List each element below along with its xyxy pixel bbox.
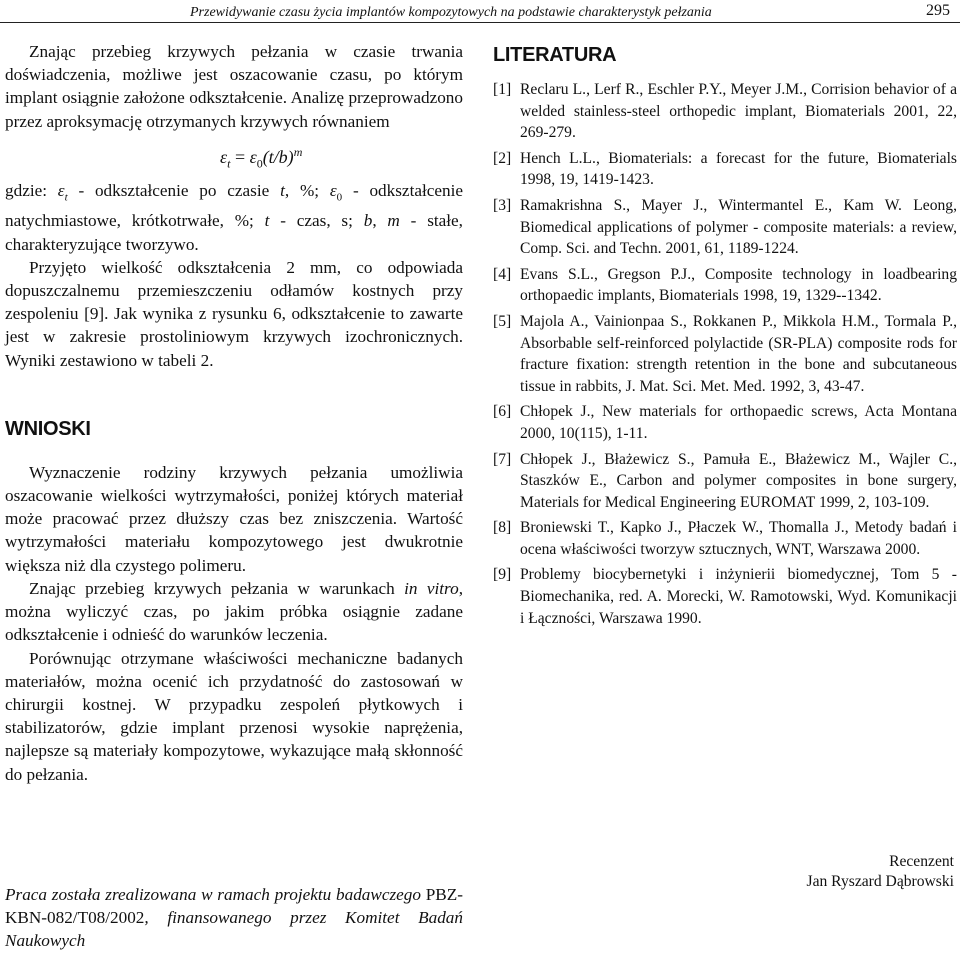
section-heading-literatura: LITERATURA <box>493 44 617 66</box>
reference-text: Majola A., Vainionpaa S., Rokkanen P., Mikkola H.M., Tormala P., Absorbable self-reinforced polylactide (SR-PLA) composite rods for fracture fixation: strength retention in the bone and subcutaneous tissue in rabbits, J. Mat. Sci. Met. Med. 1992, 3, 43-47. <box>520 312 957 395</box>
reviewer-name: Jan Ryszard Dąbrowski <box>806 873 954 890</box>
reference-number: [5] <box>493 312 512 330</box>
funding-note: Praca została zrealizowana w ramach projektu badawczego PBZ-KBN-082/T08/2002, finansowanego przez Komitet Badań Naukowych <box>5 885 463 950</box>
reviewer-label: Recenzent <box>889 853 954 870</box>
reference-item <box>493 195 957 260</box>
reference-item <box>493 79 957 144</box>
reference-item <box>493 264 957 307</box>
reference-item <box>493 564 957 629</box>
reference-text: Reclaru L., Lerf R., Eschler P.Y., Meyer J.M., Corrision behavior of a welded stainless-steel orthopedic implant, Biomaterials 2001, 22, 269-279. <box>520 81 957 142</box>
reference-number: [6] <box>493 403 512 421</box>
reference-item <box>493 449 957 514</box>
reference-text: Broniewski T., Kapko J., Płaczek W., Thomalla J., Metody badań i ocena właściwości tworzyw sztucznych, WNT, Warszawa 2000. <box>520 519 957 558</box>
reference-text: Chłopek J., New materials for orthopaedic screws, Acta Montana 2000, 10(115), 1-11. <box>520 403 957 442</box>
left-column <box>5 40 463 786</box>
section-heading-wnioski: WNIOSKI <box>5 417 91 440</box>
reference-item <box>493 517 957 560</box>
reference-item <box>493 148 957 191</box>
reviewer-block <box>807 852 955 892</box>
creep-equation: $\varepsilon_t = \varepsilon_0(t/b)^m$ <box>220 144 303 171</box>
reference-text: Problemy biocybernetyki i inżynierii biomedycznej, Tom 5 - Biomechanika, red. A. Morecki, W. Ramotowski, Wyd. Komunikacji i Łączności, Warszawa 1990. <box>520 566 957 627</box>
reference-number: [7] <box>493 450 512 468</box>
reference-list <box>493 79 957 629</box>
conclusion-paragraph-2: Znając przebieg krzywych pełzania w warunkach in vitro, można wyliczyć czas, po jakim próbka osiągnie zadane odkształcenie i odnieść do warunków leczenia. <box>5 578 463 645</box>
reference-item <box>493 401 957 444</box>
conclusion-paragraph-1: Wyznaczenie rodziny krzywych pełzania umożliwia oszacowanie wielkości wytrzymałości, poniżej których materiał może pracować przez dłuższy czas bez zniszczenia. Wartość wytrzymałości materiału kompozytowego jest dwukrotnie większa niż dla czystego polimeru. <box>5 462 463 575</box>
page-number: 295 <box>926 2 950 19</box>
running-header <box>0 0 960 22</box>
reference-item <box>493 311 957 397</box>
reference-number: [9] <box>493 566 512 584</box>
reference-number: [4] <box>493 265 512 283</box>
right-column <box>493 40 957 633</box>
running-title: Przewidywanie czasu życia implantów kompozytowych na podstawie charakterystyk pełzania <box>190 5 712 20</box>
variables-definition: gdzie: $\varepsilon_t$ - odkształcenie po czasie t, %; $\varepsilon_0$ - odkształcenie natychmiastowe, krótkotrwałe, %; t - czas, s; b, m - stałe, charakteryzujące tworzywo. <box>5 180 463 254</box>
conclusion-paragraph-3: Porównując otrzymane właściwości mechaniczne badanych materiałów, można ocenić ich przydatność do zastosowań w chirurgii kostnej. W przypadku zespoleń płytkowych i stabilizatorów, gdzie implant przenosi wysokie naprężenia, najlepsze są materiały kompozytowe, wykazujące małą skłonność do pełzania. <box>5 648 463 784</box>
deformation-paragraph: Przyjęto wielkość odkształcenia 2 mm, co odpowiada dopuszczalnemu przemieszczeniu odłamów kostnych przy zespoleniu [9]. Jak wynika z rysunku 6, odkształcenie to zawarte jest w zakresie prostoliniowym krzywych izochronicznych. Wyniki zestawiono w tabeli 2. <box>5 257 463 370</box>
intro-paragraph: Znając przebieg krzywych pełzania w czasie trwania doświadczenia, możliwe jest oszacowanie czasu, po którym implant osiągnie założone odkształcenie. Analizę przeprowadzono przez aproksymację otrzymanych krzywych równaniem <box>5 42 463 131</box>
reference-text: Hench L.L., Biomaterials: a forecast for the future, Biomaterials 1998, 19, 1419-1423. <box>520 149 957 189</box>
reference-text: Evans S.L., Gregson P.J., Composite technology in loadbearing orthopaedic implants, Biomaterials 1998, 19, 1329--1342. <box>520 265 957 305</box>
reference-number: [3] <box>493 196 512 214</box>
header-rule <box>0 22 960 23</box>
reference-text: Ramakrishna S., Mayer J., Wintermantel E., Kam W. Leong, Biomedical applications of polymer - composite materials: a review, Comp. Sci. and Techn. 2001, 61, 1189-1224. <box>520 196 957 258</box>
reference-number: [8] <box>493 519 512 537</box>
reference-number: [2] <box>493 149 512 167</box>
reference-number: [1] <box>493 81 512 98</box>
reference-text: Chłopek J., Błażewicz S., Pamuła E., Błażewicz M., Wajler C., Staszków E., Carbon and polymer composites in bone surgery, Materials for Medical Engineering EUROMAT 1999, 2, 103-109. <box>520 450 957 511</box>
